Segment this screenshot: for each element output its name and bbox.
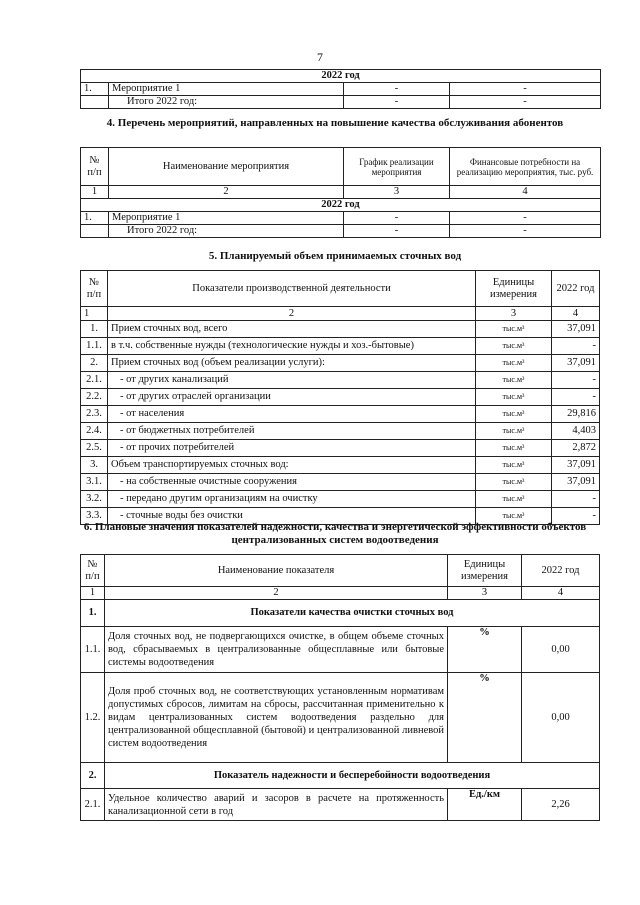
table-row: 2. Прием сточных вод (объем реализации услуги): тыс.м³ 37,091 — [81, 355, 600, 372]
table-section4: № п/п Наименование мероприятия График реализации мероприятия Финансовые потребности на реализацию мероприятия, тыс. руб. 1 2 3 4 2022 год 1. Мероприятие 1 - - Итого 2022 год: - - — [80, 147, 601, 238]
table-row: 1.1. Доля сточных вод, не подвергающихся очистке, в общем объеме сточных вод, сбрасываемых в централизованные общесплавные или бытовые системы водоотведения % 0,00 — [81, 627, 600, 673]
table-row: 1.2. Доля проб сточных вод, не соответствующих установленным нормативам допустимых сбросов, лимитам на сбросы, рассчитанная применительно к видам централизованных систем водоотведения раздельно для централизованной общесплавной (бытовой) и централизованной ливневой систем водоотведения % 0,00 — [81, 673, 600, 763]
page-number: 7 — [317, 50, 323, 64]
section4-title: 4. Перечень мероприятий, направленных на повышение качества обслуживания абонентов — [106, 117, 564, 129]
group-header: 1. Показатели качества очистки сточных вод — [81, 600, 600, 627]
table-row: 1.1. в т.ч. собственные нужды (технологические нужды и хоз.-бытовые) тыс.м³ - — [81, 338, 600, 355]
table-row: 3. Объем транспортируемых сточных вод: тыс.м³ 37,091 — [81, 457, 600, 474]
year-row: 2022 год — [81, 70, 601, 83]
table-row: Итого 2022 год: - - — [81, 96, 601, 109]
table-row: 2.3. - от населения тыс.м³ 29,816 — [81, 406, 600, 423]
table-row: 3.1. - на собственные очистные сооружения тыс.м³ 37,091 — [81, 474, 600, 491]
table-section5: № п/п Показатели производственной деятельности Единицы измерения 2022 год 1 2 3 4 1. Прием сточных вод, всего тыс.м³ 37,091 1.1. в т.ч. собственные нужды (технологические нужды и хоз.-бытовые) тыс.м³ - 2. Прием сточных вод (объем реализации услуги): тыс.м³ 37,091 2.1. - от других канализаций тыс.м³ - 2.2. - от других отраслей организации тыс.м³ - 2.3. - от населения тыс.м³ 29,816 2.4. - от бюджетных потребителей тыс.м³ 4,403 2.5. - от прочих потребителей тыс.м³ 2,872 3. Объем транспортируемых сточных вод: тыс.м³ 37,091 3.1. - на собственные очистные сооружения тыс.м³ 37,091 3.2. - передано другим организациям на очистку тыс.м³ - 3.3. - сточные воды без очистки тыс.м³ - — [80, 270, 600, 525]
section5-title: 5. Планируемый объем принимаемых сточных вод — [208, 250, 462, 262]
table-row: 2.4. - от бюджетных потребителей тыс.м³ 4,403 — [81, 423, 600, 440]
table-row: 1. Мероприятие 1 - - — [81, 83, 601, 96]
table-header: № п/п Наименование мероприятия График реализации мероприятия Финансовые потребности на реализацию мероприятия, тыс. руб. — [81, 148, 601, 186]
table-row: 2.1. - от других канализаций тыс.м³ - — [81, 372, 600, 389]
table-header: № п/п Показатели производственной деятельности Единицы измерения 2022 год — [81, 271, 600, 307]
table-row: Итого 2022 год: - - — [81, 225, 601, 238]
table-row: 2.5. - от прочих потребителей тыс.м³ 2,872 — [81, 440, 600, 457]
table-top — [80, 69, 601, 109]
table-row: 2.2. - от других отраслей организации тыс.м³ - — [81, 389, 600, 406]
section6-title: 6. Плановые значения показателей надежности, качества и энергетической эффективности объектов централизованных систем водоотведения — [83, 521, 587, 546]
year-row: 2022 год — [81, 199, 601, 212]
table-row: 3.2. - передано другим организациям на очистку тыс.м³ - — [81, 491, 600, 508]
table-row: 3.3. - сточные воды без очистки тыс.м³ - — [81, 508, 600, 525]
table-row: 2.1. Удельное количество аварий и засоров в расчете на протяженность канализационной сети в год Ед./км 2,26 — [81, 789, 600, 821]
table-row: 1. Мероприятие 1 - - — [81, 212, 601, 225]
table-header: № п/п Наименование показателя Единицы измерения 2022 год — [81, 555, 600, 587]
table-section6: № п/п Наименование показателя Единицы измерения 2022 год 1 2 3 4 1. Показатели качества очистки сточных вод 1.1. Доля сточных вод, не подвергающихся очистке, в общем объеме сточных вод, сбрасываемых в централизованные общесплавные или бытовые системы водоотведения % 0,00 1.2. Доля проб сточных вод, не соответствующих установленным нормативам допустимых сбросов, лимитам на сбросы, рассчитанная применительно к видам централизованных систем водоотведения раздельно для централизованной общесплавной (бытовой) и централизованной ливневой систем водоотведения % 0,00 2. Показатель надежности и бесперебойности водоотведения 2.1. Удельное количество аварий и засоров в расчете на протяженность канализационной сети в год Ед./км 2,26 — [80, 554, 600, 821]
group-header: 2. Показатель надежности и бесперебойности водоотведения — [81, 763, 600, 789]
table-row: 1. Прием сточных вод, всего тыс.м³ 37,091 — [81, 321, 600, 338]
